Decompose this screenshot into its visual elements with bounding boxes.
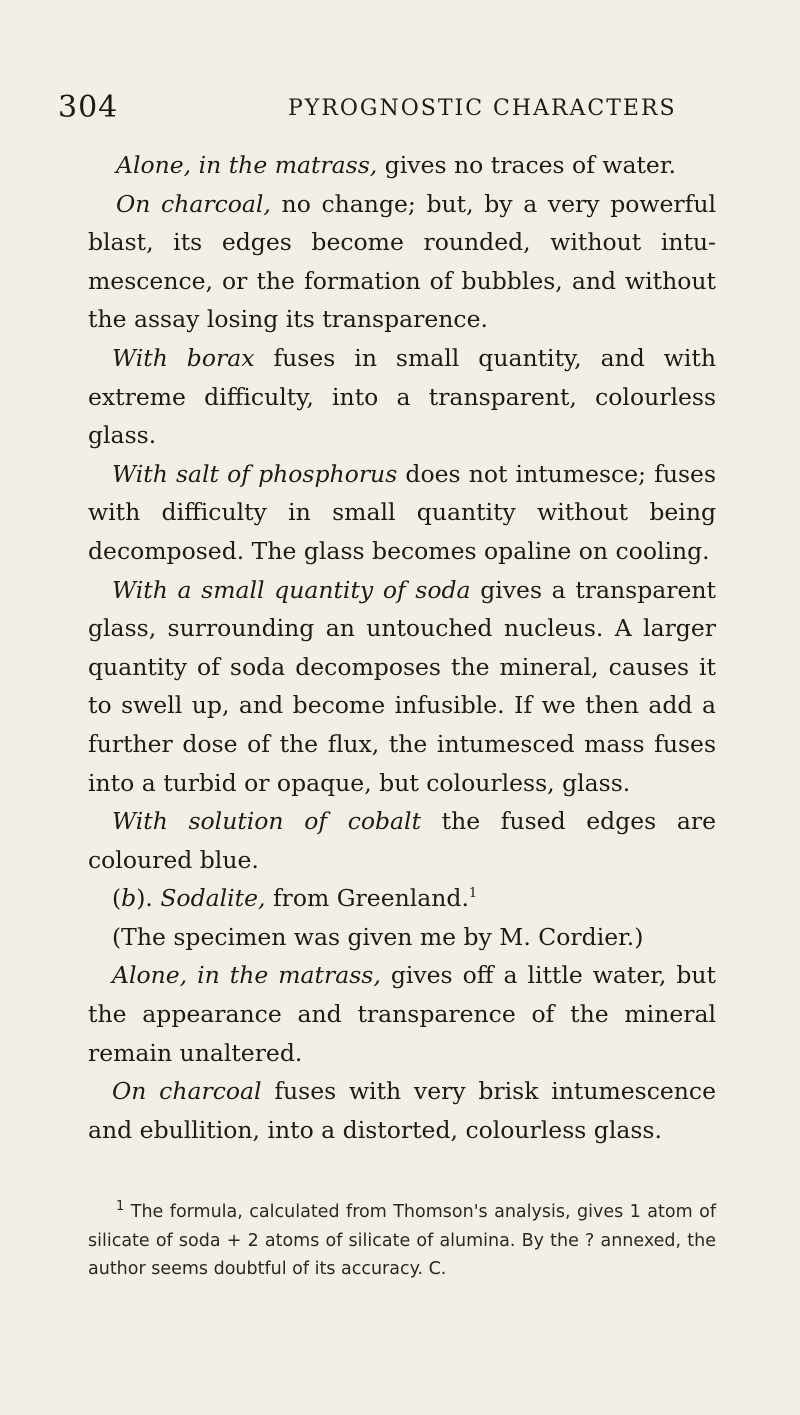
paragraph-sodalite-heading bbox=[88, 879, 716, 918]
paragraph-solution-of-cobalt bbox=[88, 802, 716, 879]
paragraph-on-charcoal-1 bbox=[88, 185, 716, 339]
paragraph-lead: With salt of phosphorus bbox=[112, 459, 398, 488]
paren-close: ). bbox=[136, 884, 161, 913]
paragraph-text: gives a transparent glass, surrounding an untouched nucleus. A larger quantity of soda decomposes the mineral, causes it to swell up, and become infusible. If we then add a further dose of the flux, the intumesced mass fuses into a turbid or opaque, but colourless, glass. bbox=[88, 575, 716, 797]
paragraph-on-charcoal-2 bbox=[88, 1072, 716, 1149]
footnote bbox=[88, 1198, 716, 1284]
paragraph-text: the fused edges are coloured blue. bbox=[88, 807, 716, 874]
paragraph-text: no change; but, by a very powerful blast, its edges become rounded, without intumescence, or the formation of bubbles, and without the assay losing its transparence. bbox=[88, 189, 716, 334]
paren-open: ( bbox=[112, 884, 122, 913]
running-header bbox=[30, 90, 770, 130]
paragraph-text: from Greenland. bbox=[265, 884, 469, 913]
footnote-mark: 1 bbox=[116, 1199, 125, 1215]
footnote-text: The formula, calculated from Thomson's analysis, gives 1 atom of silicate of soda + 2 atoms of silicate of alumina. By the ? annexed, the author seems doubtful of its accuracy. C. bbox=[88, 1202, 716, 1279]
paragraph-alone-matrass-2 bbox=[88, 956, 716, 1072]
paragraph-lead: Alone, in the matrass, bbox=[112, 961, 381, 990]
paragraph-lead: With solution of cobalt bbox=[112, 807, 422, 836]
paragraph-text: gives off a little water, but the appearance and transparence of the mineral remain unaltered. bbox=[88, 961, 716, 1067]
footnote-reference: 1 bbox=[468, 886, 478, 902]
paragraph-lead: On charcoal bbox=[112, 1077, 262, 1106]
paragraph-text: fuses with very brisk intumescence and ebullition, into a distorted, colourless glass. bbox=[88, 1077, 716, 1144]
paragraph-with-borax bbox=[88, 339, 716, 455]
paragraph-lead: With a small quantity of soda bbox=[112, 575, 471, 604]
body-text bbox=[88, 146, 716, 1149]
paragraph-text: does not intumesce; fuses with difficulty in small quantity without being decomposed. The glass becomes opaline on cooling. bbox=[88, 459, 717, 565]
paragraph-text: gives no traces of water. bbox=[377, 151, 676, 179]
paragraph-lead: On charcoal, bbox=[116, 189, 271, 218]
running-title: PYROGNOSTIC CHARACTERS bbox=[288, 96, 677, 121]
mineral-name: Sodalite, bbox=[160, 884, 266, 913]
paragraph-small-quantity-soda bbox=[88, 571, 716, 803]
footnote-paragraph bbox=[88, 1198, 716, 1284]
page-number: 304 bbox=[58, 90, 119, 125]
paragraph-alone-matrass-1 bbox=[88, 146, 716, 185]
paragraph-text: (The specimen was given me by M. Cordier.) bbox=[112, 922, 644, 951]
section-letter: b bbox=[121, 884, 137, 913]
paragraph-salt-of-phosphorus bbox=[88, 455, 716, 571]
paragraph-lead: With borax bbox=[112, 343, 255, 372]
paragraph-specimen-note bbox=[88, 918, 716, 957]
paragraph-lead: Alone, in the matrass, bbox=[116, 151, 378, 179]
paragraph-text: fuses in small quantity, and with extreme difficulty, into a transparent, colourless glass. bbox=[88, 343, 716, 450]
